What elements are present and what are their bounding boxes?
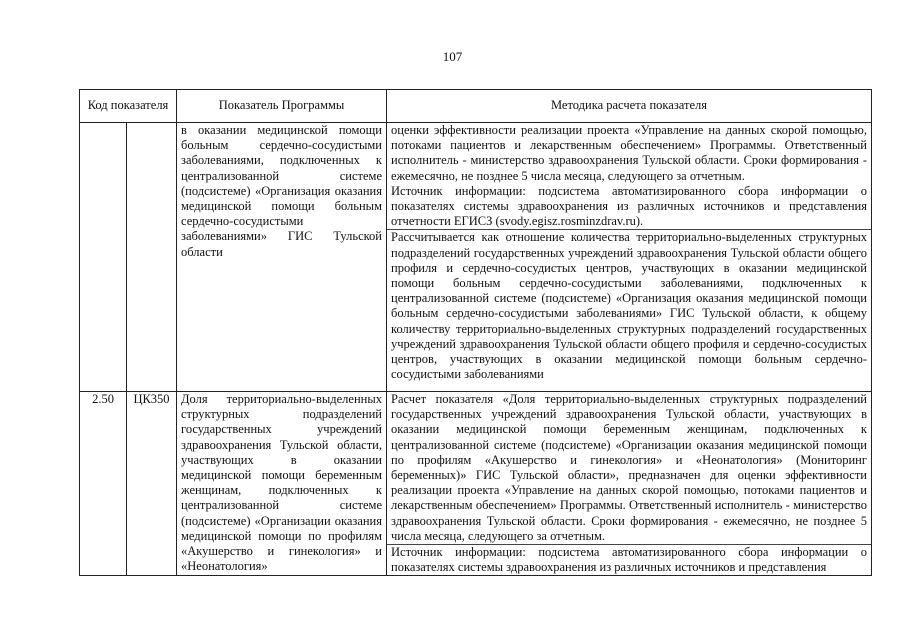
method-paragraph: Источник информации: подсистема автоматизированного сбора информации о показателях системы здравоохранения из различных источников и представления	[387, 544, 871, 575]
indicator-cell	[177, 123, 387, 392]
method-cell	[387, 392, 872, 576]
row-number-cell: 2.50	[80, 392, 127, 576]
indicator-table	[79, 89, 872, 576]
indicator-text: Доля территориально-выделенных структурных подразделений государственных учреждений здравоохранения Тульской области, участвующих в оказании медицинской помощи беременным женщинам, подключенных к централизованной системе (подсистеме) «Организации оказания медицинской помощи по профилям «Акушерство и гинекология» и «Неонатология»	[181, 392, 382, 574]
method-paragraph: Рассчитывается как отношение количества территориально-выделенных структурных подразделений государственных учреждений здравоохранения Тульской области общего профиля и сердечно-сосудистых центров, участвующих в оказании медицинской помощи больным сердечно-сосудистыми заболеваниями, подключенных к централизованной системе (подсистеме) «Организация оказания медицинской помощи больным сердечно-сосудистыми заболеваниями» ГИС Тульской области, к общему количеству территориально-выделенных структурных подразделений государственных учреждений здравоохранения Тульской области общего профиля и сердечно-сосудистых центров, участвующих в оказании медицинской помощи больным сердечно-сосудистыми заболеваниями	[387, 229, 871, 382]
header-code: Код показателя	[80, 90, 177, 123]
table-header-row	[80, 90, 872, 123]
method-paragraph: Расчет показателя «Доля территориально-выделенных структурных подразделений государственных учреждений здравоохранения Тульской области, участвующих в оказании медицинской помощи беременным женщинам, подключенных к централизованной системе (подсистеме) «Организации оказания медицинской помощи по профилям «Акушерство и гинекология» и «Неонатология» (Мониторинг беременных)» ГИС Тульской области», предназначен для оценки эффективности реализации проекта «Управление на данных скорой помощью, потоками пациентов и лекарственным обеспечением» Программы. Ответственный исполнитель - министерство здравоохранения Тульской области. Сроки формирования - ежемесячно, не позднее 5 числа месяца, следующего за отчетным.	[391, 392, 867, 543]
indicator-cell	[177, 392, 387, 576]
header-method: Методика расчета показателя	[387, 90, 872, 123]
indicator-text: в оказании медицинской помощи больным сердечно-сосудистыми заболеваниями, подключенных к централизованной системе (подсистеме) «Организация оказания медицинской помощи больным сердечно-сосудистыми заболеваниями» ГИС Тульской области	[181, 123, 382, 259]
row-number-cell	[80, 123, 127, 392]
method-paragraph: оценки эффективности реализации проекта «Управление на данных скорой помощью, потоками пациентов и лекарственным обеспечением» Программы. Ответственный исполнитель - министерство здравоохранения Тульской области. Сроки формирования - ежемесячно, не позднее 5 числа месяца, следующего за отчетным.	[391, 123, 867, 183]
header-indicator: Показатель Программы	[177, 90, 387, 123]
row-code-cell	[127, 123, 177, 392]
method-cell	[387, 123, 872, 392]
table-row	[80, 392, 872, 576]
row-code-cell: ЦК350	[127, 392, 177, 576]
method-paragraph: Источник информации: подсистема автоматизированного сбора информации о показателях системы здравоохранения из различных источников и представления отчетности ЕГИСЗ (svody.egisz.rosminzdrav.ru).	[391, 183, 867, 229]
table-row	[80, 123, 872, 392]
page-number: 107	[442, 49, 463, 64]
